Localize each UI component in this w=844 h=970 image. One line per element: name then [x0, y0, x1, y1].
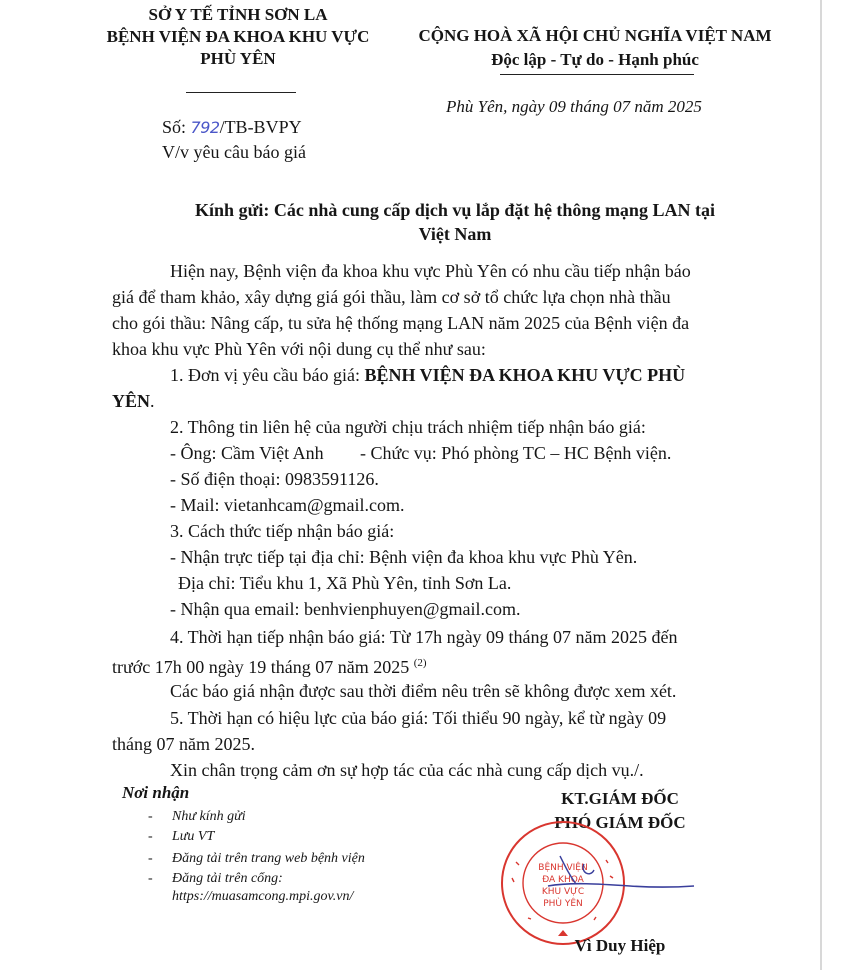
recipient-item: Lưu VT [172, 829, 215, 844]
agency-underline [186, 92, 296, 93]
national-motto [390, 24, 800, 72]
paragraph-line: giá để tham khảo, xây dựng giá gói thầu, làm cơ sở tổ chức lựa chọn nhà thầu [112, 287, 671, 307]
section-5-line: 5. Thời hạn có hiệu lực của báo giá: Tối thiểu 90 ngày, kể từ ngày 09 [170, 708, 667, 728]
agency-line-3: PHÙ YÊN [200, 49, 276, 68]
recipient-item-url: https://muasamcong.mpi.gov.vn/ [172, 889, 354, 904]
motto-underline [500, 74, 694, 75]
bullet-dash: - [148, 851, 153, 866]
page-edge [820, 0, 822, 970]
date-line: Phù Yên, ngày 09 tháng 07 năm 2025 [446, 97, 702, 116]
signer-title-1: KT.GIÁM ĐỐC [561, 789, 679, 808]
motto-line-1: CỘNG HOÀ XÃ HỘI CHỦ NGHĨA VIỆT NAM [418, 26, 772, 45]
stamp-text: BỆNH VIỆN [538, 863, 588, 873]
requesting-unit: BỆNH VIỆN ĐA KHOA KHU VỰC PHÙ [364, 365, 686, 385]
section-1-continued [112, 388, 722, 414]
section-4-line: 4. Thời hạn tiếp nhận báo giá: Từ 17h ngày 09 tháng 07 năm 2025 đến [170, 627, 678, 647]
receive-address: Địa chỉ: Tiểu khu 1, Xã Phù Yên, tỉnh Sơn La. [178, 573, 512, 593]
paragraph-line: Hiện nay, Bệnh viện đa khoa khu vực Phù Yên có nhu cầu tiếp nhận báo [170, 261, 691, 281]
recipients-list [0, 808, 480, 908]
contact-name: - Ông: Cầm Việt Anh [170, 443, 324, 463]
receive-direct: - Nhận trực tiếp tại địa chỉ: Bệnh viện đa khoa khu vực Phù Yên. [170, 547, 638, 567]
section-3-title: 3. Cách thức tiếp nhận báo giá: [170, 521, 395, 541]
recipient-item: Đăng tải trên cổng: [172, 871, 283, 886]
stamp-text: PHÙ YÊN [543, 899, 583, 909]
bullet-dash: - [148, 809, 153, 824]
signer-title-2: PHÓ GIÁM ĐỐC [554, 813, 686, 832]
section-4-deadline [112, 650, 722, 680]
paragraph-line: cho gói thầu: Nâng cấp, tu sửa hệ thống mạng LAN năm 2025 của Bệnh viện đa [112, 313, 690, 333]
agency-line-1: SỞ Y TẾ TỈNH SƠN LA [148, 5, 328, 24]
motto-line-2: Độc lập - Tự do - Hạnh phúc [491, 50, 699, 69]
contact-phone: - Số điện thoại: 0983591126. [170, 469, 379, 489]
period: . [150, 391, 155, 411]
handwritten-number: 792 [190, 118, 220, 137]
number-prefix: Số: [162, 117, 187, 137]
contact-mail: - Mail: vietanhcam@gmail.com. [170, 495, 405, 515]
section-2-title: 2. Thông tin liên hệ của người chịu trách nhiệm tiếp nhận báo giá: [170, 417, 646, 437]
greeting-line-2: Việt Nam [418, 224, 492, 244]
number-suffix: /TB-BVPY [219, 117, 302, 137]
footnote-marker: (2) [413, 657, 427, 669]
handwritten-signature [540, 846, 700, 906]
receive-email: - Nhận qua email: benhvienphuyen@gmail.com. [170, 599, 521, 619]
stamp-text: ĐA KHOA [542, 875, 584, 885]
bullet-dash: - [148, 871, 153, 886]
recipient-item: Đăng tải trên trang web bệnh viện [172, 851, 365, 866]
section-5-line-2: tháng 07 năm 2025. [112, 734, 255, 754]
paragraph-line: khoa khu vực Phù Yên với nội dung cụ thể như sau: [112, 339, 486, 359]
section-1-line [170, 362, 780, 388]
closing-line: Xin chân trọng cảm ơn sự hợp tác của các nhà cung cấp dịch vụ./. [170, 760, 644, 780]
stamp-text: KHU VỰC [541, 887, 585, 897]
bullet-dash: - [148, 829, 153, 844]
document-subject: V/v yêu câu báo giá [162, 142, 306, 162]
recipient-item: Như kính gửi [172, 809, 246, 824]
requesting-unit-end: YÊN [112, 391, 151, 411]
agency-line-2: BỆNH VIỆN ĐA KHOA KHU VỰC [106, 27, 370, 46]
greeting [150, 198, 760, 246]
signer-name: Vì Duy Hiệp [574, 936, 666, 955]
section-4-note: Các báo giá nhận được sau thời điểm nêu trên sẽ không được xem xét. [170, 681, 677, 701]
deadline-text: trước 17h 00 ngày 19 tháng 07 năm 2025 [112, 657, 410, 677]
section-1-prefix: 1. Đơn vị yêu cầu báo giá: [170, 365, 365, 385]
recipients-title: Nơi nhận [122, 783, 190, 802]
document-number [162, 116, 302, 139]
greeting-line-1: Kính gửi: Các nhà cung cấp dịch vụ lắp đặt hệ thông mạng LAN tại [195, 200, 715, 220]
contact-role: - Chức vụ: Phó phòng TC – HC Bệnh viện. [360, 443, 672, 463]
agency-header [88, 4, 388, 70]
